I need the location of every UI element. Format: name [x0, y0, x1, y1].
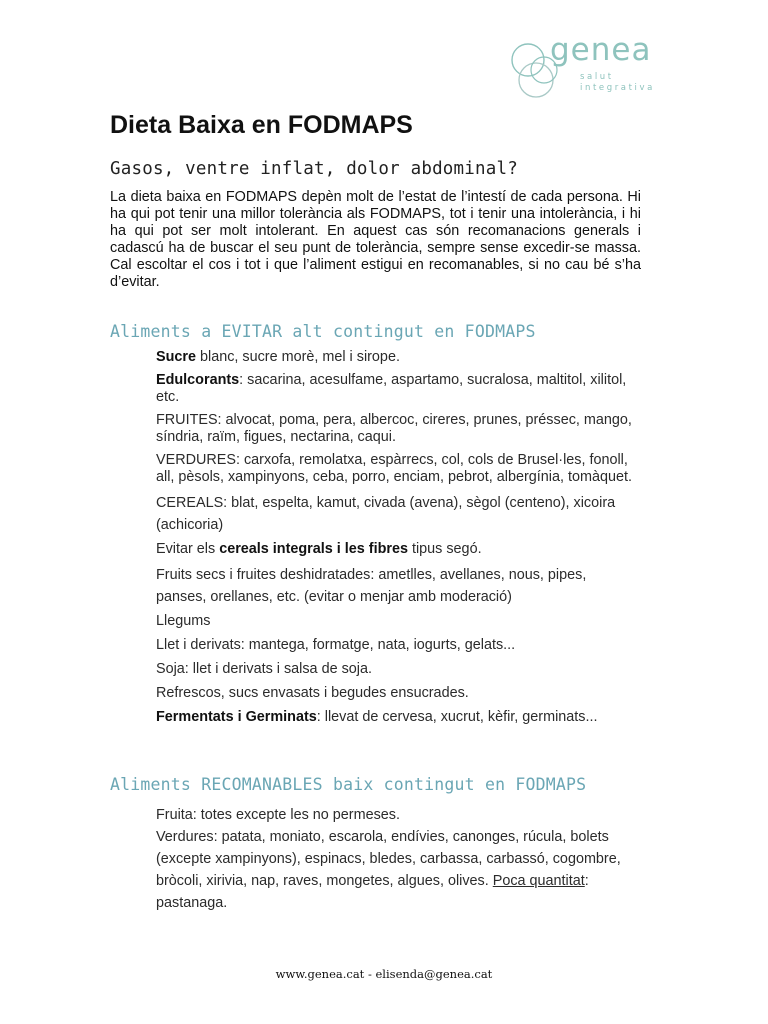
- avoid-heading: Aliments a EVITAR alt contingut en FODMAPS: [110, 322, 536, 341]
- avoid-item-keyword: Fermentats i Germinats: [156, 709, 317, 725]
- logo-wordmark: genea: [550, 32, 652, 68]
- avoid-item: [156, 492, 636, 536]
- recommended-item-text: Fruita: totes excepte les no permeses.: [156, 807, 400, 823]
- avoid-item: [156, 564, 636, 608]
- avoid-item-text: Refrescos, sucs envasats i begudes ensucrades.: [156, 685, 469, 701]
- avoid-item: [156, 610, 636, 632]
- avoid-item-text: : llevat de cervesa, xucrut, kèfir, germinats...: [316, 709, 598, 725]
- avoid-item-text: Soja: llet i derivats i salsa de soja.: [156, 661, 372, 677]
- avoid-item-keyword: Sucre: [156, 349, 196, 365]
- avoid-item: [156, 412, 636, 446]
- avoid-list: [156, 349, 636, 728]
- logo-tagline: [580, 72, 655, 94]
- avoid-item-text: tipus segó.: [407, 541, 482, 557]
- logo-tagline-line-2: integrativa: [580, 83, 655, 93]
- avoid-item-text: : sacarina, acesulfame, aspartamo, sucralosa, maltitol, xilitol, etc.: [156, 372, 627, 405]
- avoid-item: [156, 538, 636, 560]
- avoid-item-text: Llegums: [156, 613, 211, 629]
- avoid-item-text: blanc, sucre morè, mel i sirope.: [196, 349, 400, 365]
- intro-paragraph: La dieta baixa en FODMAPS depèn molt de l’estat de l’intestí de cada persona. Hi ha qui pot tenir una millor tolerància als FODMAPS, tot i tenir una intolerància, i hi ha qui pot ser molt intolerant. En aquest cas són recomanacions generals i cadascú ha de buscar el seu punt de tolerància, sempre sense excedir-se massa. Cal escoltar el cos i tot i que l’aliment estigui en recomanables, si no cau bé s’ha d’evitar.: [110, 189, 641, 290]
- avoid-item-keyword: Edulcorants: [156, 372, 240, 388]
- recommended-item-tail: : pastanaga.: [156, 873, 589, 911]
- avoid-item: [156, 349, 636, 366]
- avoid-item-text: Llet i derivats: mantega, formatge, nata, iogurts, gelats...: [156, 637, 516, 653]
- avoid-item-text: Fruits secs i fruites deshidratades: ametlles, avellanes, nous, pipes, panses, orellanes, etc. (evitar o menjar amb moderació): [156, 567, 587, 605]
- avoid-item: [156, 682, 636, 704]
- avoid-item-text: FRUITES: alvocat, poma, pera, albercoc, cireres, prunes, préssec, mango, síndria, raïm, figues, nectarina, caqui.: [156, 412, 632, 445]
- avoid-item: [156, 452, 636, 486]
- avoid-item-prefix: Evitar els: [156, 541, 220, 557]
- recommended-item-text: Verdures: patata, moniato, escarola, endívies, canonges, rúcula, bolets (excepte xampinyons), espinacs, bledes, carbassa, carbassó, cogombre, bròcoli, xirivia, nap, raves, mongetes, algues, olives.: [156, 829, 621, 889]
- footer-contact: www.genea.cat - elisenda@genea.cat: [275, 967, 493, 981]
- recommended-heading: Aliments RECOMANABLES baix contingut en FODMAPS: [110, 775, 587, 794]
- avoid-item-text: VERDURES: carxofa, remolatxa, espàrrecs, col, cols de Brusel·les, fonoll, all, pèsols, xampinyons, ceba, porro, enciam, pebrot, albergínia, tomàquet.: [156, 452, 632, 485]
- page-title: Dieta Baixa en FODMAPS: [110, 111, 413, 139]
- recommended-item: [156, 826, 636, 914]
- page-subtitle: Gasos, ventre inflat, dolor abdominal?: [110, 159, 518, 179]
- avoid-item-text: CEREALS: blat, espelta, kamut, civada (avena), sègol (centeno), xicoira (achicoria): [156, 495, 616, 533]
- avoid-item: [156, 372, 636, 406]
- genea-logo: [508, 32, 668, 108]
- avoid-item: [156, 634, 636, 656]
- avoid-item: [156, 658, 636, 680]
- recommended-item-underlined: Poca quantitat: [492, 873, 585, 889]
- recommended-list: [156, 804, 636, 914]
- recommended-item: [156, 804, 636, 826]
- avoid-item-keyword: cereals integrals i les fibres: [219, 541, 408, 557]
- logo-tagline-line-1: salut: [580, 72, 614, 82]
- avoid-item: [156, 706, 636, 728]
